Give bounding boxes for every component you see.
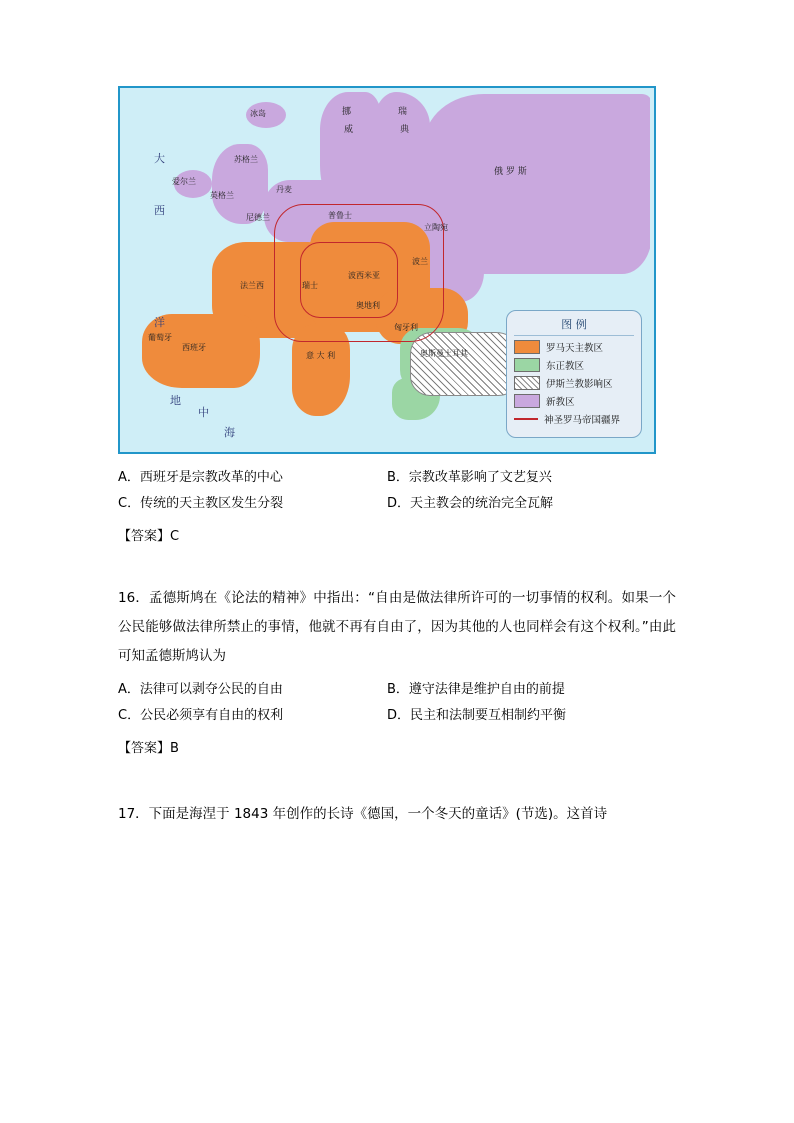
map-place-label: 丹麦 bbox=[276, 185, 292, 194]
map-place-label: 波兰 bbox=[412, 257, 428, 266]
map-legend bbox=[506, 310, 642, 438]
legend-swatch-orthodox bbox=[514, 358, 540, 372]
question17-stem: 17．下面是海涅于 1843 年创作的长诗《德国，一个冬天的童话》(节选)。这首诗 bbox=[118, 806, 608, 822]
legend-swatch-catholic bbox=[514, 340, 540, 354]
legend-label: 神圣罗马帝国疆界 bbox=[544, 415, 621, 426]
legend-swatch-islam bbox=[514, 376, 540, 390]
map-place-label: 葡萄牙 bbox=[148, 333, 172, 342]
legend-title: 图 例 bbox=[514, 316, 634, 336]
sea-label: 大 bbox=[154, 152, 166, 165]
legend-item-catholic bbox=[514, 340, 634, 354]
legend-label: 新教区 bbox=[546, 397, 575, 408]
question16-option-d: D．民主和法制要互相制约平衡 bbox=[387, 708, 567, 723]
map-place-label: 典 bbox=[400, 125, 410, 135]
map-place-label: 尼德兰 bbox=[246, 213, 270, 222]
legend-item-orthodox bbox=[514, 358, 634, 372]
question15-option-b: B．宗教改革影响了文艺复兴 bbox=[387, 470, 552, 485]
sea-label: 地 bbox=[170, 394, 182, 407]
map-place-label: 挪 bbox=[342, 107, 352, 117]
map-place-label: 立陶宛 bbox=[424, 223, 448, 232]
map-place-label: 西班牙 bbox=[182, 343, 206, 352]
question15-option-c: C．传统的天主教区发生分裂 bbox=[118, 496, 284, 511]
sea-label: 中 bbox=[198, 406, 210, 419]
map-place-label: 奥斯曼土耳其 bbox=[420, 349, 468, 358]
question16 bbox=[118, 584, 676, 762]
map-place-label: 俄 罗 斯 bbox=[494, 167, 527, 177]
legend-swatch-protestant bbox=[514, 394, 540, 408]
map-place-label: 瑞士 bbox=[302, 281, 318, 290]
question15-options-right bbox=[387, 465, 656, 517]
question15-option-d: D．天主教会的统治完全瓦解 bbox=[387, 496, 554, 511]
map-place-label: 冰岛 bbox=[250, 109, 266, 118]
map-place-label: 匈牙利 bbox=[394, 323, 418, 332]
question16-option-c: C．公民必须享有自由的权利 bbox=[118, 708, 284, 723]
map-place-label: 爱尔兰 bbox=[172, 177, 196, 186]
question16-options-right bbox=[387, 677, 656, 729]
europe-religion-map bbox=[118, 86, 656, 454]
map-place-label: 瑞 bbox=[398, 107, 408, 117]
legend-item-islam bbox=[514, 376, 634, 390]
question15-options bbox=[118, 465, 656, 517]
question15-options-left bbox=[118, 465, 387, 517]
sea-label: 海 bbox=[224, 426, 236, 439]
legend-item-protestant bbox=[514, 394, 634, 408]
question16-option-a: A．法律可以剥夺公民的自由 bbox=[118, 682, 283, 697]
map-place-label: 波西米亚 bbox=[348, 271, 380, 280]
question15-answer: 【答案】C bbox=[118, 529, 180, 544]
sea-label: 洋 bbox=[154, 316, 166, 329]
sea-label: 西 bbox=[154, 204, 166, 217]
question16-answer: 【答案】B bbox=[118, 741, 179, 756]
map-place-label: 威 bbox=[344, 125, 354, 135]
question16-options-left bbox=[118, 677, 387, 729]
map-place-label: 苏格兰 bbox=[234, 155, 258, 164]
legend-swatch-hre-border bbox=[514, 418, 538, 420]
legend-label: 东正教区 bbox=[546, 361, 585, 372]
legend-label: 罗马天主教区 bbox=[546, 343, 604, 354]
question15-option-a: A．西班牙是宗教改革的中心 bbox=[118, 470, 283, 485]
map-place-label: 英格兰 bbox=[210, 191, 234, 200]
legend-item-hre-border bbox=[514, 412, 634, 426]
map-canvas bbox=[124, 92, 650, 448]
map-place-label: 奥地利 bbox=[356, 301, 380, 310]
question17 bbox=[118, 800, 676, 829]
question16-stem: 16．孟德斯鸠在《论法的精神》中指出：“自由是做法律所许可的一切事情的权利。如果一个公民能够做法律所禁止的事情，他就不再有自由了，因为其他的人也同样会有这个权利。”由此可知孟德斯鸠认为 bbox=[118, 590, 676, 664]
map-place-label: 普鲁士 bbox=[328, 211, 352, 220]
map-place-label: 意 大 利 bbox=[306, 351, 336, 360]
question16-options bbox=[118, 677, 656, 729]
legend-label: 伊斯兰教影响区 bbox=[546, 379, 613, 390]
map-place-label: 法兰西 bbox=[240, 281, 264, 290]
question16-option-b: B．遵守法律是维护自由的前提 bbox=[387, 682, 565, 697]
